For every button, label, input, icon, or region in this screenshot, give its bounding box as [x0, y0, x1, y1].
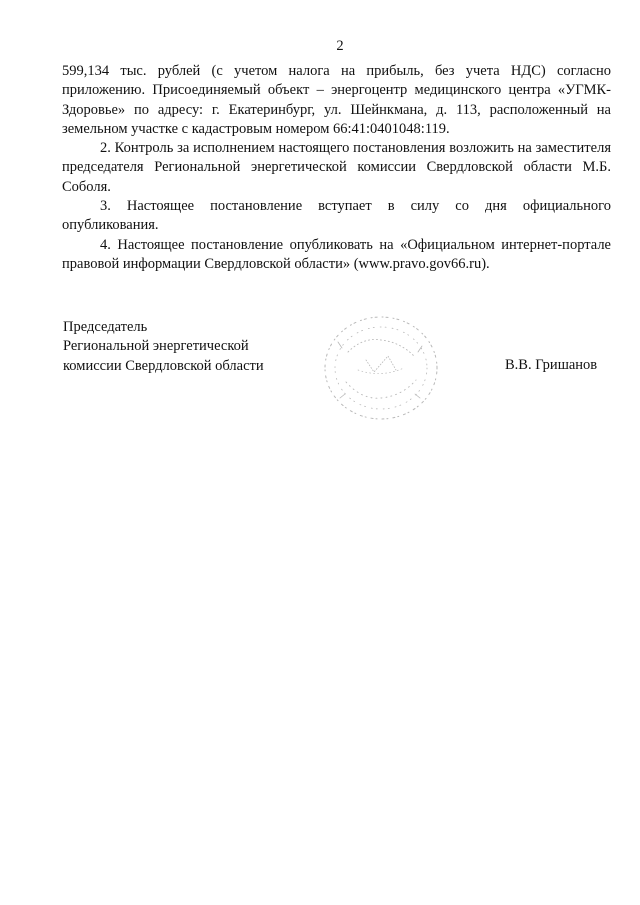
position-line-1: Председатель [63, 319, 148, 335]
faded-seal-stamp-icon [318, 312, 444, 424]
position-line-2: Региональной энергетической [63, 338, 249, 355]
signatory-position [63, 318, 333, 376]
paragraph-item-4: 4. Настоящее постановление опубликовать на «Официальном интернет-портале правовой информации Свердловской области» (www.pravo.gov66.ru). [62, 236, 611, 272]
paragraph-continuation: 599,134 тыс. рублей (с учетом налога на прибыль, без учета НДС) согласно приложению. Присоединяемый объект – энергоцентр медицинского центра «УГМК-Здоровье» по адресу: г. Екатеринбург, ул. Шейнкмана, д. 113, расположенный на земельном участке с кадастровым номером 66:41:0401048:119. [62, 63, 611, 137]
page-number: 2 [336, 38, 344, 54]
signatory-name: В.В. Гришанов [505, 357, 598, 373]
position-line-3: комиссии Свердловской области [63, 357, 264, 374]
document-body [62, 62, 611, 274]
paragraph-item-2: 2. Контроль за исполнением настоящего постановления возложить на заместителя председателя Региональной энергетической комиссии Свердловской области М.Б. Соболя. [62, 140, 611, 195]
paragraph-item-3: 3. Настоящее постановление вступает в силу со дня официального опубликования. [62, 198, 611, 234]
